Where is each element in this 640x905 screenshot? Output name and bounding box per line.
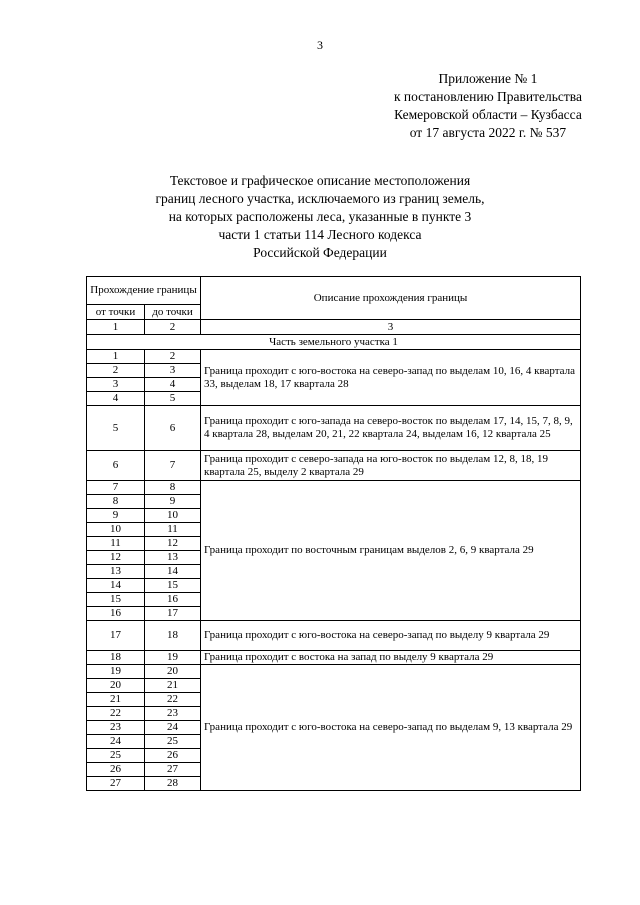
from-point-cell: 6 <box>87 451 145 481</box>
from-point-cell: 9 <box>87 509 145 523</box>
table-row <box>87 651 581 665</box>
description-cell: Граница проходит с востока на запад по выделу 9 квартала 29 <box>201 651 581 665</box>
table-row <box>87 451 581 481</box>
title-line: границ лесного участка, исключаемого из границ земель, <box>155 191 485 206</box>
to-point-cell: 17 <box>145 607 201 621</box>
title-line: Текстовое и графическое описание местоположения <box>169 173 471 188</box>
to-point-cell: 6 <box>145 406 201 451</box>
table-row <box>87 350 581 364</box>
description-cell: Граница проходит с северо-запада на юго-восток по выделам 12, 8, 18, 19 квартала 25, выделу 2 квартала 29 <box>201 451 581 481</box>
to-point-cell: 19 <box>145 651 201 665</box>
from-point-cell: 26 <box>87 763 145 777</box>
to-point-cell: 7 <box>145 451 201 481</box>
table-row <box>87 481 581 495</box>
to-point-cell: 3 <box>145 364 201 378</box>
description-cell: Граница проходит по восточным границам выделов 2, 6, 9 квартала 29 <box>201 481 581 621</box>
title-line: Российской Федерации <box>253 245 387 260</box>
from-point-cell: 18 <box>87 651 145 665</box>
from-point-cell: 19 <box>87 665 145 679</box>
header-description-cell: Описание прохождения границы <box>201 277 581 320</box>
to-point-cell: 16 <box>145 593 201 607</box>
from-point-cell: 2 <box>87 364 145 378</box>
column-number-cell: 3 <box>201 320 581 335</box>
from-point-cell: 8 <box>87 495 145 509</box>
header-from-cell: от точки <box>87 305 145 320</box>
to-point-cell: 5 <box>145 392 201 406</box>
from-point-cell: 1 <box>87 350 145 364</box>
table-row <box>87 621 581 651</box>
header-group-cell: Прохождение границы <box>87 277 201 305</box>
from-point-cell: 22 <box>87 707 145 721</box>
from-point-cell: 20 <box>87 679 145 693</box>
to-point-cell: 9 <box>145 495 201 509</box>
from-point-cell: 17 <box>87 621 145 651</box>
page-number: 3 <box>317 38 323 52</box>
section-row <box>87 335 581 350</box>
from-point-cell: 11 <box>87 537 145 551</box>
to-point-cell: 26 <box>145 749 201 763</box>
section-title-cell: Часть земельного участка 1 <box>87 335 581 350</box>
appendix-line: к постановлению Правительства <box>393 89 582 104</box>
from-point-cell: 12 <box>87 551 145 565</box>
to-point-cell: 15 <box>145 579 201 593</box>
to-point-cell: 20 <box>145 665 201 679</box>
from-point-cell: 21 <box>87 693 145 707</box>
appendix-line: Приложение № 1 <box>438 71 538 86</box>
to-point-cell: 8 <box>145 481 201 495</box>
column-number-cell: 2 <box>145 320 201 335</box>
boundary-table <box>86 276 581 791</box>
from-point-cell: 27 <box>87 777 145 791</box>
to-point-cell: 24 <box>145 721 201 735</box>
from-point-cell: 25 <box>87 749 145 763</box>
from-point-cell: 13 <box>87 565 145 579</box>
title-line: части 1 статьи 114 Лесного кодекса <box>218 227 422 242</box>
to-point-cell: 25 <box>145 735 201 749</box>
to-point-cell: 10 <box>145 509 201 523</box>
to-point-cell: 27 <box>145 763 201 777</box>
appendix-line: Кемеровской области – Кузбасса <box>394 107 582 122</box>
title-line: на которых расположены леса, указанные в пункте 3 <box>168 209 472 224</box>
from-point-cell: 4 <box>87 392 145 406</box>
to-point-cell: 28 <box>145 777 201 791</box>
to-point-cell: 4 <box>145 378 201 392</box>
column-number-cell: 1 <box>87 320 145 335</box>
to-point-cell: 2 <box>145 350 201 364</box>
to-point-cell: 21 <box>145 679 201 693</box>
to-point-cell: 13 <box>145 551 201 565</box>
to-point-cell: 18 <box>145 621 201 651</box>
column-number-row <box>87 320 581 335</box>
description-cell: Граница проходит с юго-востока на северо-запад по выделу 9 квартала 29 <box>201 621 581 651</box>
table-row <box>87 406 581 451</box>
from-point-cell: 3 <box>87 378 145 392</box>
header-row <box>87 277 581 305</box>
header-to-cell: до точки <box>145 305 201 320</box>
table-row <box>87 665 581 679</box>
description-cell: Граница проходит с юго-востока на северо-запад по выделам 9, 13 квартала 29 <box>201 665 581 791</box>
from-point-cell: 15 <box>87 593 145 607</box>
to-point-cell: 22 <box>145 693 201 707</box>
from-point-cell: 23 <box>87 721 145 735</box>
from-point-cell: 5 <box>87 406 145 451</box>
from-point-cell: 10 <box>87 523 145 537</box>
to-point-cell: 23 <box>145 707 201 721</box>
appendix-header <box>394 70 582 142</box>
from-point-cell: 14 <box>87 579 145 593</box>
to-point-cell: 14 <box>145 565 201 579</box>
from-point-cell: 16 <box>87 607 145 621</box>
description-cell: Граница проходит с юго-запада на северо-восток по выделам 17, 14, 15, 7, 8, 9, 4 квартала 28, выделам 20, 21, 22 квартала 24, выделам 16, 12 квартала 25 <box>201 406 581 451</box>
appendix-line: от 17 августа 2022 г. № 537 <box>409 125 567 140</box>
from-point-cell: 24 <box>87 735 145 749</box>
to-point-cell: 12 <box>145 537 201 551</box>
from-point-cell: 7 <box>87 481 145 495</box>
to-point-cell: 11 <box>145 523 201 537</box>
description-cell: Граница проходит с юго-востока на северо-запад по выделам 10, 16, 4 квартала 33, выделам 18, 17 квартала 28 <box>201 350 581 406</box>
document-title <box>0 172 640 262</box>
